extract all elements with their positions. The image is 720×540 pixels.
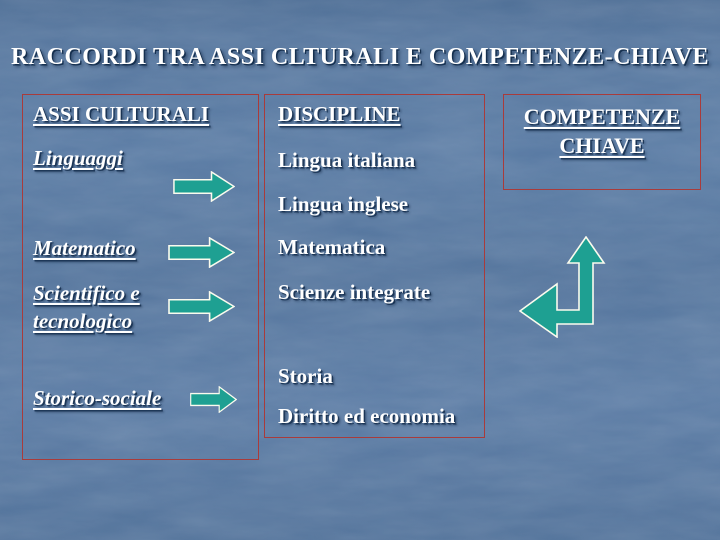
asse-matematico-label: Matematico: [33, 236, 136, 260]
disciplina-lingua-italiana-label: Lingua italiana: [278, 148, 416, 172]
asse-storico-sociale-label: Storico-sociale: [33, 386, 162, 410]
competenze-chiave-box: [503, 94, 701, 190]
asse-linguaggi-label: Linguaggi: [33, 146, 123, 170]
slide-title: RACCORDI TRA ASSI CLTURALI E COMPETENZE-CHIAVE: [10, 44, 710, 70]
discipline-header: DISCIPLINE: [278, 102, 401, 126]
assi-culturali-header: ASSI CULTURALI: [33, 102, 210, 126]
discipline-box: [264, 94, 485, 438]
right-arrow-icon-matematico: [168, 237, 235, 268]
asse-scientifico-tecnologico-label: Scientifico e tecnologico: [33, 281, 140, 333]
disciplina-diritto-economia-label: Diritto ed economia: [278, 404, 456, 428]
disciplina-lingua-inglese-label: Lingua inglese: [278, 192, 409, 216]
bent-up-left-arrow-icon: [519, 236, 607, 338]
right-arrow-icon-scientifico: [168, 291, 235, 322]
disciplina-scienze-integrate-label: Scienze integrate: [278, 280, 431, 304]
right-arrow-icon-linguaggi: [173, 171, 235, 202]
disciplina-matematica-label: Matematica: [278, 235, 386, 259]
right-arrow-icon-storico: [190, 386, 237, 413]
competenze-chiave-header-line2: CHIAVE: [559, 133, 645, 158]
competenze-chiave-header-line1: COMPETENZE: [523, 104, 681, 129]
disciplina-storia-label: Storia: [278, 364, 333, 388]
